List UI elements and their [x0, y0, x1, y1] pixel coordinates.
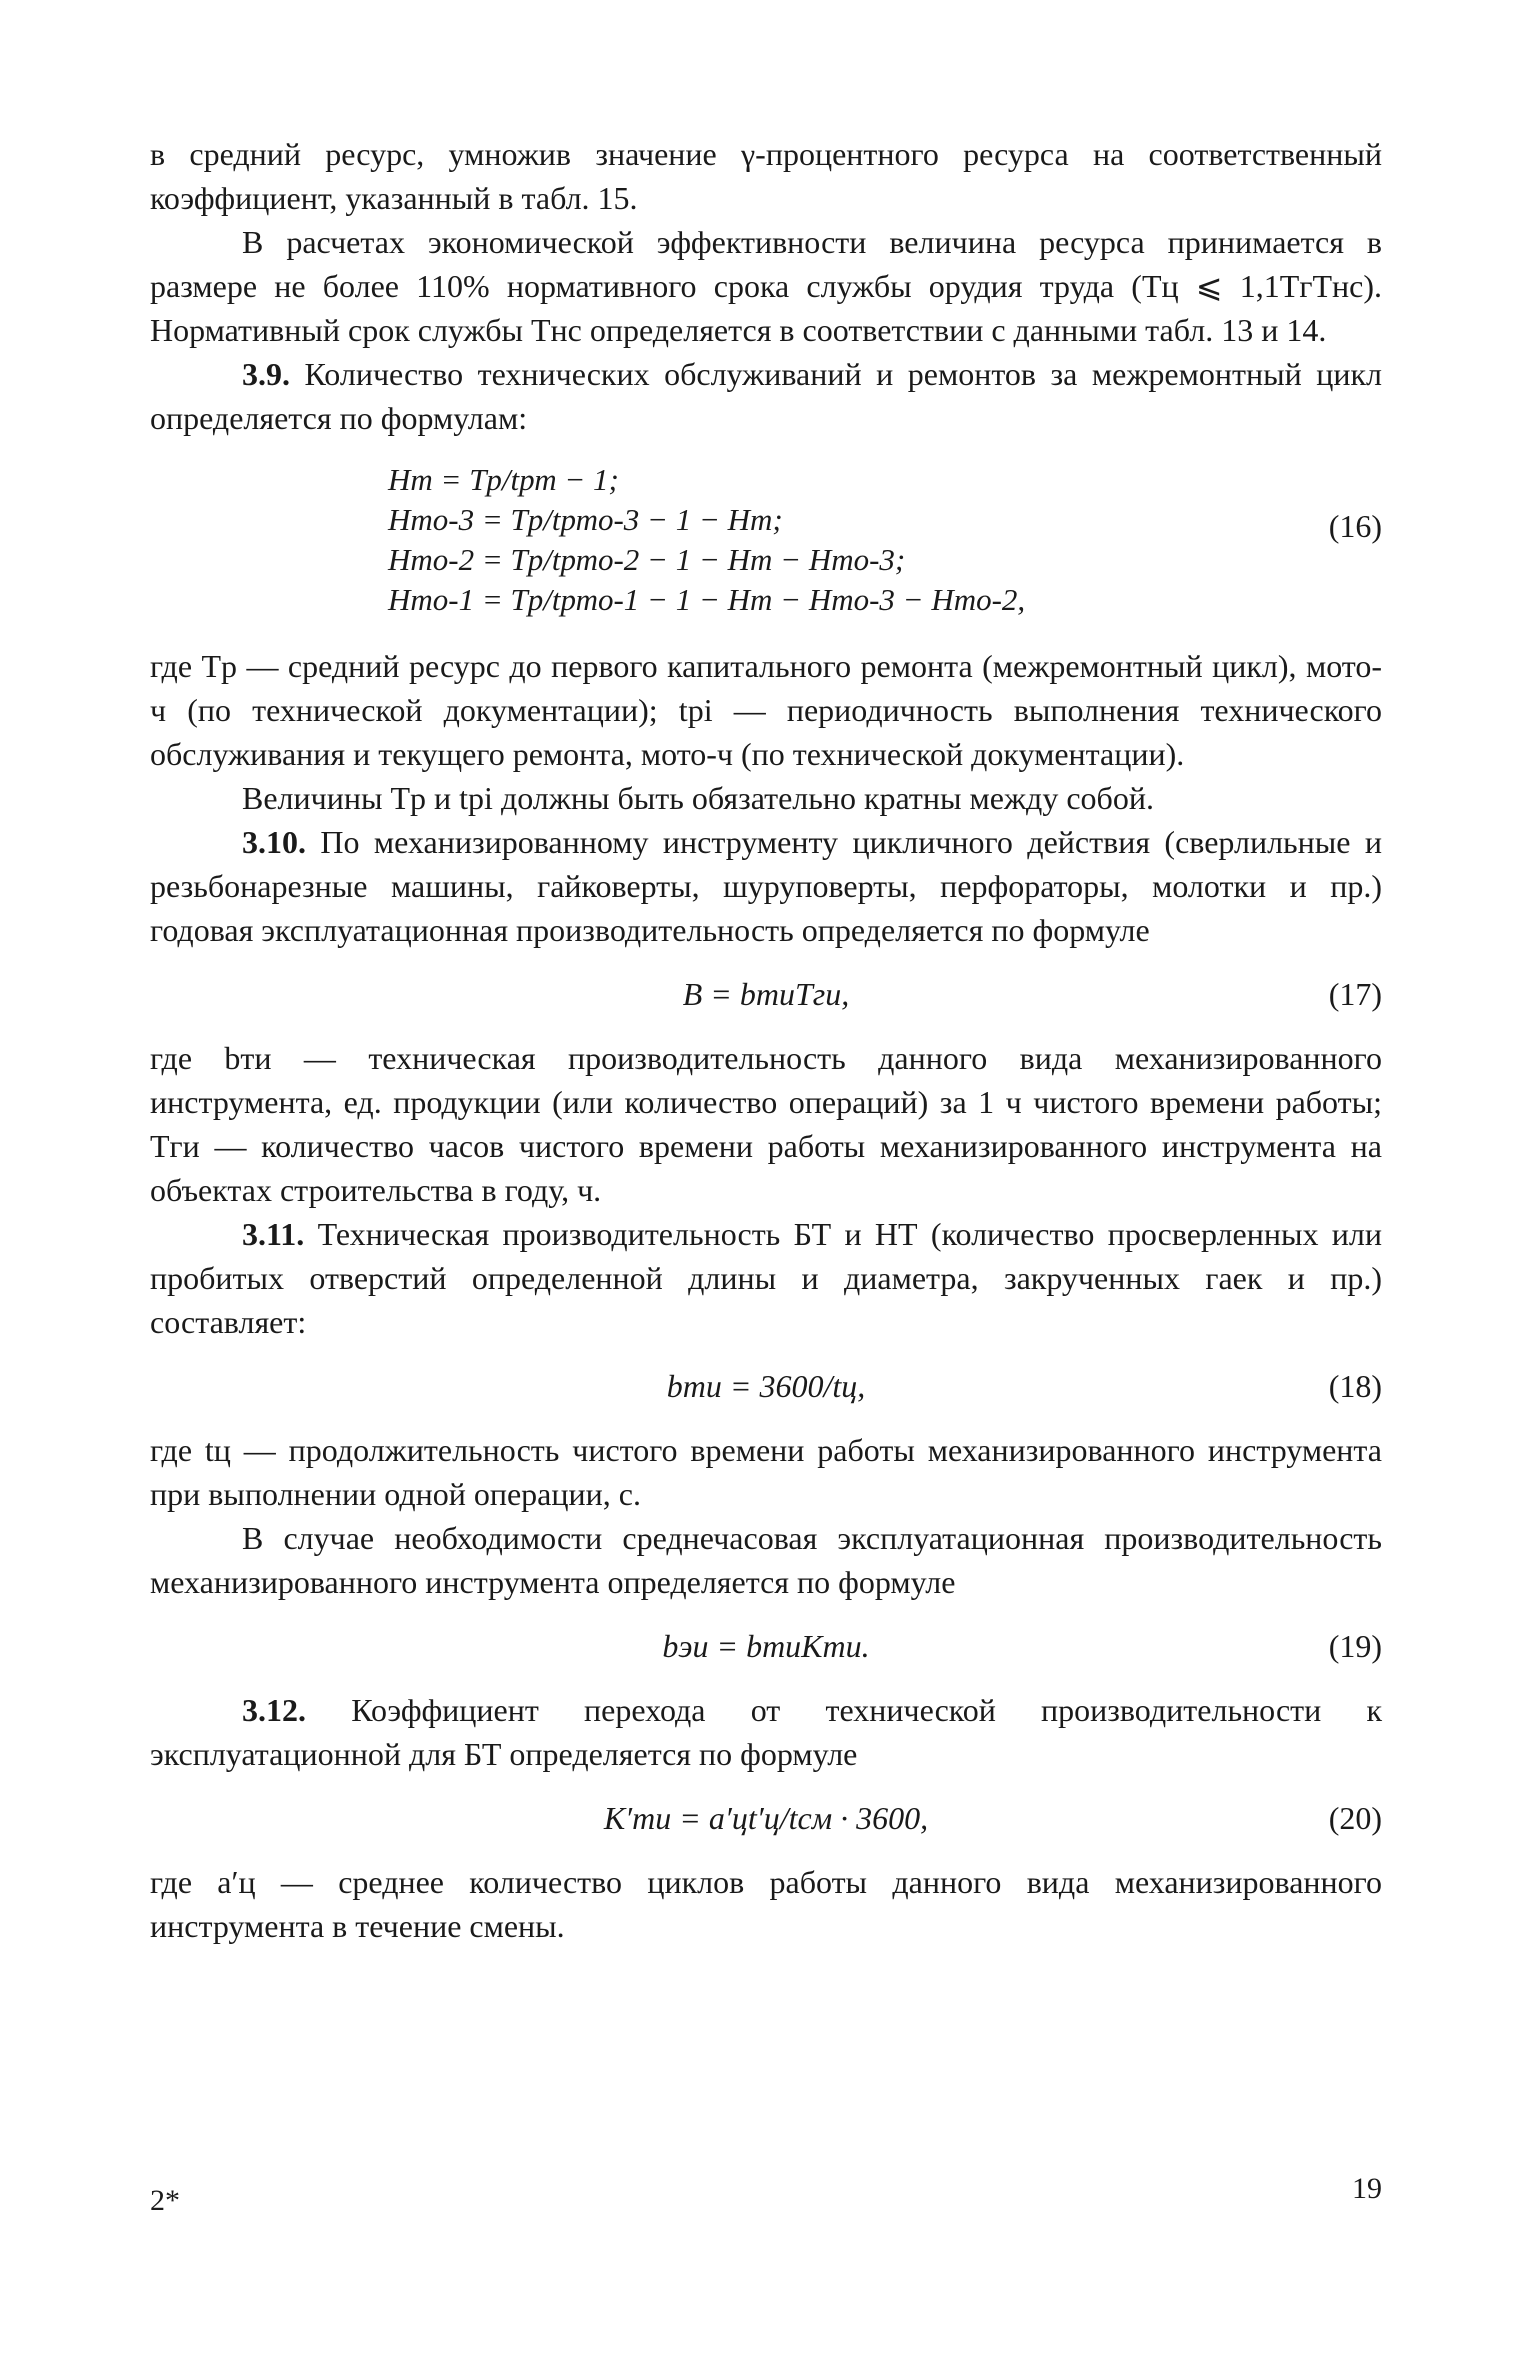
section-paragraph: [150, 352, 1382, 440]
formula-text: B = bтиTги,: [682, 976, 850, 1012]
paragraph-text: По механизированному инструменту цикличного действия (сверлильные и резьбонарезные машины, гайковерты, шуруповерты, перфораторы, молотки и пр.) годовая эксплуатационная производительность определяется по формуле: [150, 824, 1383, 948]
paragraph: В расчетах экономической эффективности величина ресурса принимается в размере не более 110% нормативного срока службы орудия труда (Tц ⩽ 1,1TгTнс). Нормативный срок службы Tнс определяется в соответствии с данными табл. 13 и 14.: [150, 224, 1382, 348]
formula-18: [150, 1364, 1382, 1408]
paragraph: Величины Tр и tрi должны быть обязательно кратны между собой.: [242, 780, 1154, 816]
section-number: 3.11.: [242, 1216, 305, 1252]
page-number: 19: [1352, 2172, 1382, 2205]
section-number: 3.10.: [242, 824, 306, 860]
formula-number: (18): [1328, 1368, 1382, 1404]
paragraph: В случае необходимости среднечасовая эксплуатационная производительность механизированного инструмента определяется по формуле: [150, 1520, 1382, 1600]
formula-text: bэи = bтиKти.: [662, 1628, 870, 1664]
formula-number: (19): [1328, 1628, 1382, 1664]
formula-line: Hто-1 = Tр/tрто-1 − 1 − Hт − Hто-3 − Hто-2,: [388, 582, 1026, 617]
section-paragraph: [150, 1212, 1382, 1344]
paragraph: где tц — продолжительность чистого времени работы механизированного инструмента при выполнении одной операции, с.: [150, 1432, 1382, 1512]
formula-16: [150, 454, 1382, 630]
paragraph: где bти — техническая производительность данного вида механизированного инструмента, ед. продукции (или количество операций) за 1 ч чистого времени работы; Tги — количество часов чистого времени работы механизированного инструмента на объектах строительства в году, ч.: [150, 1040, 1382, 1208]
formula-19: [150, 1624, 1382, 1668]
formula-17: [150, 972, 1382, 1016]
section-paragraph: [150, 1688, 1382, 1776]
signature-mark: 2*: [150, 2184, 180, 2217]
section-number: 3.12.: [242, 1692, 306, 1728]
paragraph: в средний ресурс, умножив значение γ-процентного ресурса на соответственный коэффициент, указанный в табл. 15.: [150, 136, 1382, 216]
section-paragraph: [150, 820, 1382, 952]
formula-lines: [388, 460, 1025, 620]
paragraph-text: Коэффициент перехода от технической производительности к эксплуатационной для БТ определяется по формуле: [150, 1692, 1383, 1772]
paragraph: где a′ц — среднее количество циклов работы данного вида механизированного инструмента в течение смены.: [150, 1864, 1382, 1944]
formula-text: bти = 3600/tц,: [666, 1368, 866, 1404]
formula-number: (20): [1328, 1800, 1382, 1836]
formula-line: Hт = Tр/tрт − 1;: [388, 462, 619, 497]
section-number: 3.9.: [242, 356, 290, 392]
formula-number: (17): [1328, 976, 1382, 1012]
paragraph-text: Техническая производительность БТ и НТ (количество просверленных или пробитых отверстий определенной длины и диаметра, закрученных гаек и пр.) составляет:: [150, 1216, 1383, 1340]
formula-line: Hто-3 = Tр/tрто-3 − 1 − Hт;: [388, 502, 783, 537]
formula-text: K′ти = a′цt′ц/tсм · 3600,: [603, 1800, 929, 1836]
formula-line: Hто-2 = Tр/tрто-2 − 1 − Hт − Hто-3;: [388, 542, 906, 577]
paragraph-text: Количество технических обслуживаний и ремонтов за межремонтный цикл определяется по формулам:: [150, 356, 1383, 436]
paragraph: где Tр — средний ресурс до первого капитального ремонта (межремонтный цикл), мото-ч (по технической документации); tрi — периодичность выполнения технического обслуживания и текущего ремонта, мото-ч (по технической документации).: [150, 648, 1382, 772]
formula-20: [150, 1796, 1382, 1840]
page-footer: [150, 2172, 1382, 2216]
page-body: [150, 132, 1382, 1948]
formula-number: (16): [1328, 508, 1382, 544]
